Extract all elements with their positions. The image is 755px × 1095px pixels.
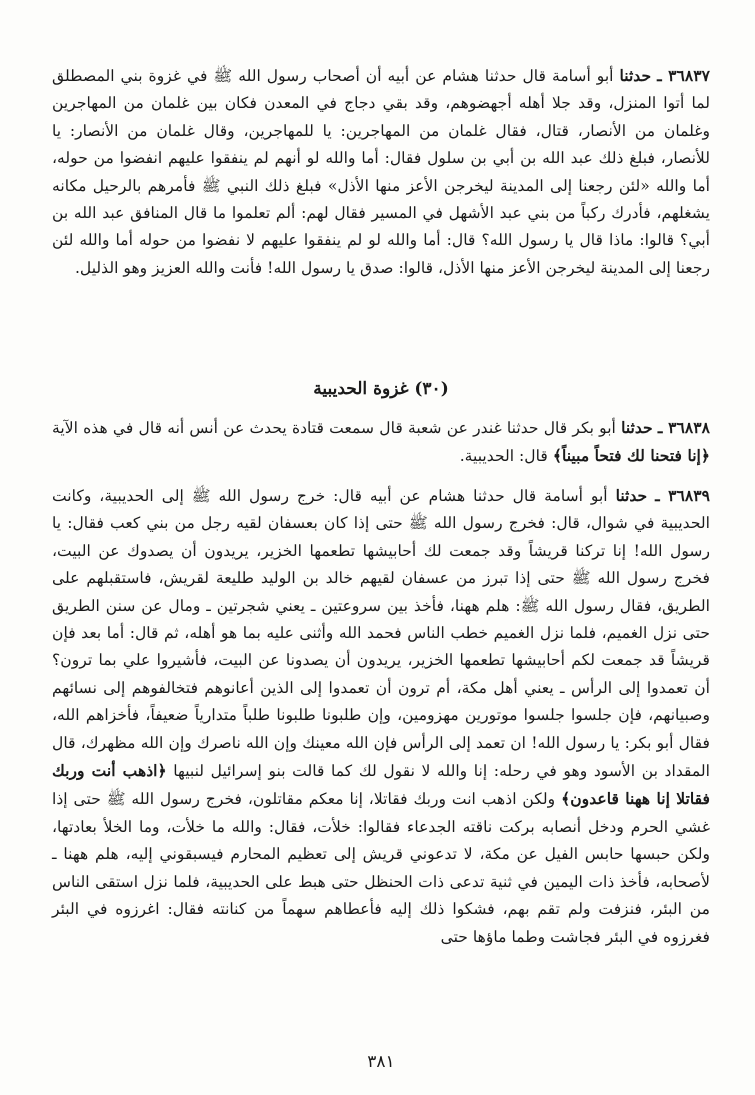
hadith-text: أبو بكر قال حدثنا غندر عن شعبة قال سمعت قتادة يحدث عن أنس أنه قال في هذه الآية: [52, 419, 616, 437]
hadith-number: ٣٦٨٣٨ ـ: [657, 418, 710, 437]
section-heading: (٣٠) غزوة الحديبية: [313, 379, 449, 399]
hadith-text-continued: ولكن اذهب انت وربك فقاتلا، إنا معكم مقاتلون، فخرج رسول الله ﷺ حتى إذا غشي الحرم ودخل أنصابه بركت ناقته الجدعاء فقالوا: خلأت، فقال: والله ما خلأت، وما الخلأ بعادتها، ولكن حبسها حابس الفيل عن مكة، لا تدعوني قريش إلى تعظيم المحارم فيسبقوني إليه، هلم ههنا ـ لأصحابه، فأخذ ذات اليمين في ثنية تدعى ذات الحنظل حتى هبط على الحديبية، فلما نزل استقى الناس من البئر، فنزفت ولم تقم بهم، فشكوا ذلك إليه فأعطاهم سهماً من كنانته فقال: اغرزوه في البئر فغرزوه في البئر فجاشت وطما ماؤها حتى: [52, 790, 710, 946]
hadith-number: ٣٦٨٣٩ ـ: [655, 486, 710, 505]
hadith-text: أبو أسامة قال حدثنا هشام عن أبيه قال: خرج رسول الله ﷺ إلى الحديبية، وكانت الحديبية في شوال، قال: فخرج رسول الله ﷺ حتى إذا كان بعسفان لقيه رجل من بني كعب فقال: يا رسول الله! إنا تركنا قريشاً وقد جمعت لك أحابيشها تطعمها الخزير، يريدون أن يصدوك عن البيت، فخرج رسول الله ﷺ حتى إذا تبرز من عسفان لقيهم خالد بن الوليد طليعة لقريش، فاستقبلهم على الطريق، فقال رسول الله ﷺ: هلم ههنا، فأخذ بين سروعتين ـ يعني شجرتين ـ ومال عن سنن الطريق حتى نزل الغميم، فلما نزل الغميم خطب الناس فحمد الله وأثنى عليه بما هو أهله، ثم قال: أما بعد فإن قريشاً قد جمعت لكم أحابيشها تطعمها الخزير، يريدون أن يصدونا عن البيت، فأشيروا علي بما ترون؟ أن تعمدوا إلى الرأس ـ يعني أهل مكة، أم ترون أن تعمدوا إلى الذين أعانوهم فتخالفوهم إلى نسائهم وصبيانهم، فإن جلسوا جلسوا موتورين مهزومين، وإن طلبونا طلبونا طلباً متدارياً ضعيفاً، فأخزاهم الله، فقال أبو بكر: يا رسول الله! ان تعمد إلى الرأس فإن الله معينك وإن الله ناصرك وإن الله مظهرك، قال المقداد بن الأسود وهو في رحله: إنا والله لا نقول لك كما قالت بنو إسرائيل لنبيها: [52, 487, 710, 781]
page-number: ٣٨١: [367, 1052, 395, 1072]
hadith-paragraph-36837: [52, 62, 710, 282]
hadith-paragraph-36839: [52, 482, 710, 951]
hadith-lead-word: حدثنا: [619, 66, 652, 85]
hadith-lead-word: حدثنا: [615, 486, 648, 505]
hadith-paragraph-36838: [52, 414, 710, 471]
quran-quote: ﴿إنا فتحنا لك فتحاً مبيناً﴾: [552, 446, 710, 466]
hadith-text: أبو أسامة قال حدثنا هشام عن أبيه أن أصحاب رسول الله ﷺ في غزوة بني المصطلق لما أتوا المنزل، وقد جلا أهله أجهضوهم، وقد بقي دجاج في المعدن فكان بين غلمان من المهاجرين وغلمان من الأنصار، قتال، فقال غلمان من المهاجرين: يا للمهاجرين، وقال غلمان من الأنصار: يا للأنصار، فبلغ ذلك عبد الله بن أبي بن سلول فقال: أما والله لو أنهم لم ينفقوا عليهم انفضوا من حوله، أما والله «لئن رجعنا إلى المدينة ليخرجن الأعز منها الأذل» فبلغ ذلك النبي ﷺ فأمرهم بالرحيل مكانه يشغلهم، فأدرك ركباً من بني عبد الأشهل في المسير فقال لهم: ألم تعلموا ما قال المنافق عبد الله بن أبي؟ قالوا: ماذا قال يا رسول الله؟ قال: أما والله لو لم ينفقوا عليهم لا نفضوا من حوله أما والله لئن رجعنا إلى المدينة ليخرجن الأعز منها الأذل، قالوا: صدق يا رسول الله! فأنت والله العزيز وهو الذليل.: [52, 67, 710, 277]
hadith-text-continued: قال: الحديبية.: [459, 447, 548, 466]
hadith-number: ٣٦٨٣٧ ـ: [657, 66, 710, 85]
hadith-lead-word: حدثنا: [621, 418, 653, 437]
quran-quote: ﴿اذهب أنت وربك فقاتلا إنا ههنا قاعدون﴾: [52, 761, 710, 809]
